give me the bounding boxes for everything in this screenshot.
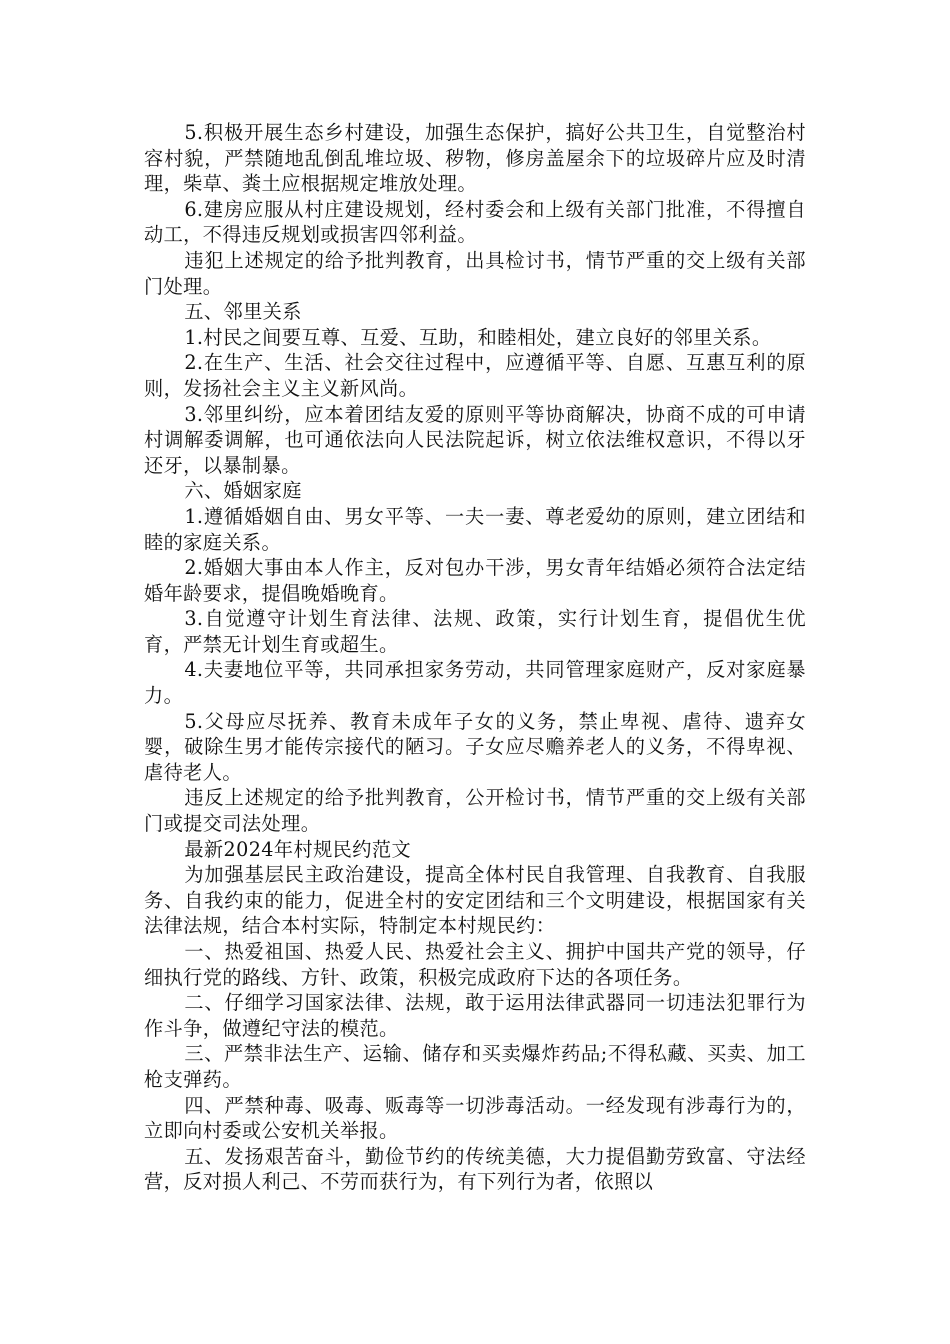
paragraph: 违犯上述规定的给予批判教育，出具检讨书，情节严重的交上级有关部门处理。: [144, 248, 806, 298]
paragraph: 3.邻里纠纷，应本着团结友爱的原则平等协商解决，协商不成的可申请村调解委调解，也可通依法向人民法院起诉，树立依法维权意识，不得以牙还牙，以暴制暴。: [144, 402, 806, 477]
document-title: 最新2024年村规民约范文: [184, 837, 412, 861]
paragraph: 一、热爱祖国、热爱人民、热爱社会主义、拥护中国共产党的领导，仔细执行党的路线、方针、政策，积极完成政府下达的各项任务。: [144, 940, 806, 989]
paragraph: 4.夫妻地位平等，共同承担家务劳动，共同管理家庭财产，反对家庭暴力。: [144, 658, 806, 708]
paragraph: 违反上述规定的给予批判教育，公开检讨书，情节严重的交上级有关部门或提交司法处理。: [144, 786, 806, 836]
paragraph: 1.村民之间要互尊、互爱、互助，和睦相处，建立良好的邻里关系。: [184, 325, 772, 349]
paragraph: 5.积极开展生态乡村建设，加强生态保护，搞好公共卫生，自觉整治村容村貌，严禁随地乱倒乱堆垃圾、秽物，修房盖屋余下的垃圾碎片应及时清理，柴草、粪土应根据规定堆放处理。: [144, 121, 806, 196]
paragraph: 5.父母应尽抚养、教育未成年子女的义务，禁止卑视、虐待、遗弃女婴，破除生男才能传宗接代的陋习。子女应尽赡养老人的义务，不得卑视、虐待老人。: [144, 709, 806, 784]
paragraph: 二、仔细学习国家法律、法规，敢于运用法律武器同一切违法犯罪行为作斗争，做遵纪守法的模范。: [144, 991, 806, 1040]
paragraph: 三、严禁非法生产、运输、储存和买卖爆炸药品;不得私藏、买卖、加工枪支弹药。: [144, 1042, 806, 1091]
paragraph: 2.婚姻大事由本人作主，反对包办干涉，男女青年结婚必须符合法定结婚年龄要求，提倡晚婚晚育。: [144, 556, 806, 605]
paragraph: 2.在生产、生活、社会交往过程中，应遵循平等、自愿、互惠互利的原则，发扬社会主义主义新风尚。: [144, 351, 806, 400]
paragraph: 6.建房应服从村庄建设规划，经村委会和上级有关部门批准，不得擅自动工，不得违反规划或损害四邻利益。: [144, 197, 806, 247]
paragraph: 四、严禁种毒、吸毒、贩毒等一切涉毒活动。一经发现有涉毒行为的，立即向村委或公安机关举报。: [144, 1093, 806, 1143]
paragraph: 为加强基层民主政治建设，提高全体村民自我管理、自我教育、自我服务、自我约束的能力，促进全村的安定团结和三个文明建设，根据国家有关法律法规，结合本村实际，特制定本村规民约：: [144, 863, 806, 938]
document-page: [144, 120, 806, 1195]
section-heading: 五、邻里关系: [184, 300, 302, 324]
section-heading: 六、婚姻家庭: [184, 479, 302, 503]
paragraph: 五、发扬艰苦奋斗，勤俭节约的传统美德，大力提倡勤劳致富、守法经营，反对损人利己、不劳而获行为，有下列行为者，依照以: [144, 1144, 806, 1194]
paragraph: 3.自觉遵守计划生育法律、法规、政策，实行计划生育，提倡优生优育，严禁无计划生育或超生。: [144, 607, 806, 656]
paragraph: 1.遵循婚姻自由、男女平等、一夫一妻、尊老爱幼的原则，建立团结和睦的家庭关系。: [144, 504, 806, 554]
